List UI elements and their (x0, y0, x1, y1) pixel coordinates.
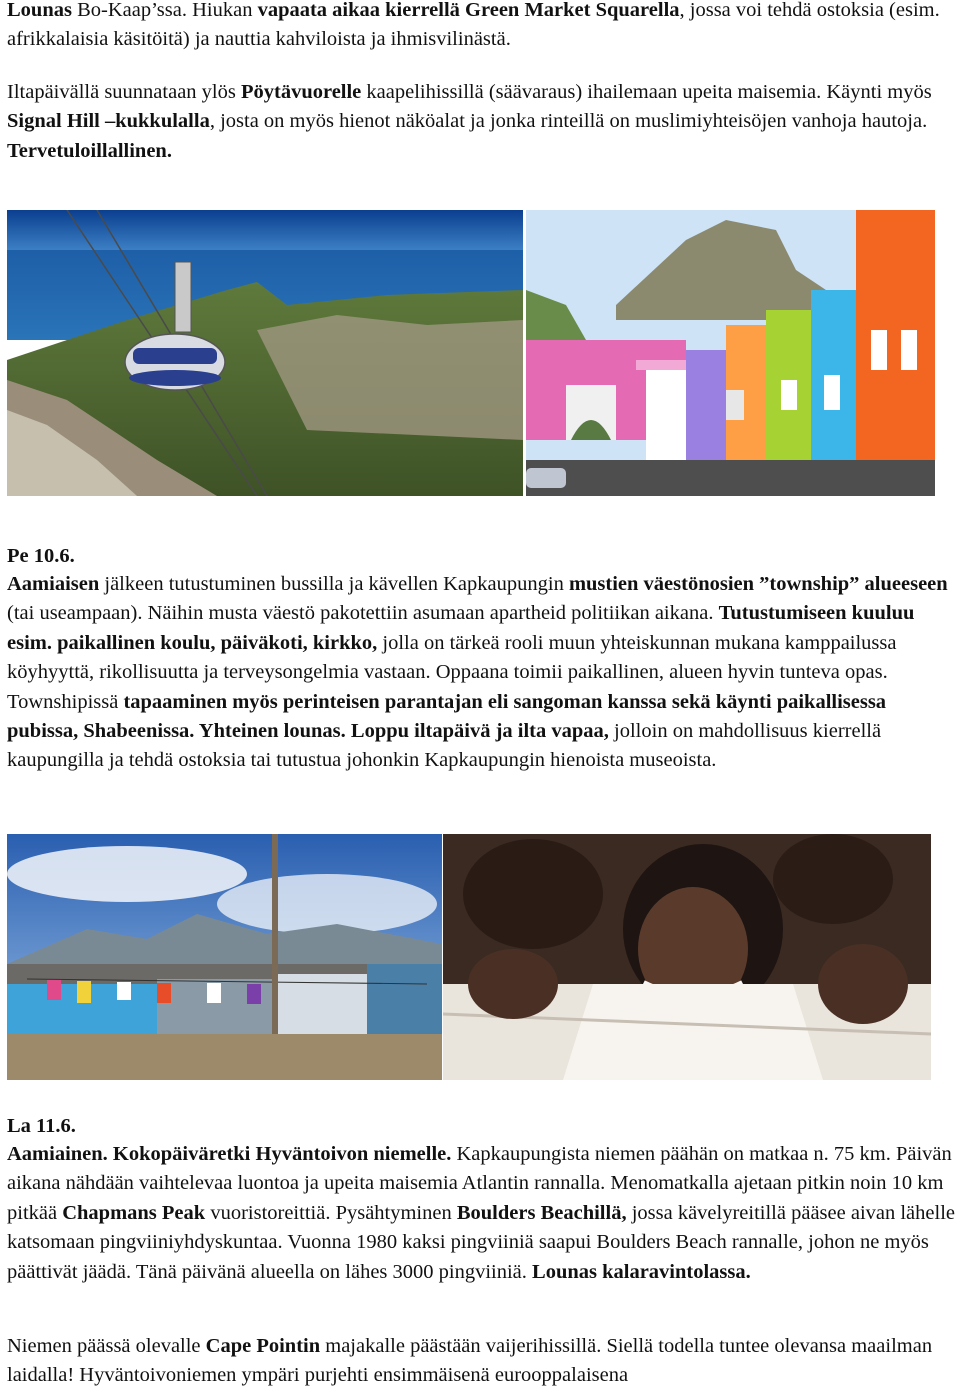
text-run: jolloin on mahdollisuus kierrellä kaupungilla ja tehdä ostoksia tai tutustua johonkin Kapkaupungin hienoista museoista. (7, 720, 882, 772)
text-run: jossa kävelyreitillä pääsee aivan lähelle katsomaan pingviiniyhdyskuntaa. Vuonna 1980 kaksi pingviiniä saapui Boulders Beach rannalle, johon ne myös päättivät jäädä. Tänä päivänä alueella on lähes 3000 pingviiniä. (7, 1201, 955, 1283)
saturday-paragraph (7, 1140, 957, 1287)
bold-text-run: mustien väestönosien ”township” alueeseen (568, 573, 948, 595)
bold-text-run: Tervetuloillallinen. (7, 139, 172, 162)
bold-text-run: Loppu iltapäivä ja ilta vapaa, (350, 720, 609, 743)
bold-text-run: tapaaminen myös perinteisen parantajan eli sangoman kanssa sekä käynti paikallisessa pubissa, Shabeenissa. Yhteinen lounas. (7, 690, 887, 743)
bold-text-run: Pöytävuorelle (240, 81, 362, 103)
bold-text-run: Aamiainen. Kokopäiväretki Hyväntoivon niemelle. (7, 1143, 452, 1165)
schoolchildren-photo (443, 834, 931, 1080)
text-run: (tai useampaan). Näihin musta väestö pakotettiin asumaan apartheid politiikan aikana. (7, 602, 719, 625)
bold-text-run: Aamiaisen (7, 573, 100, 595)
cable-car-photo (7, 210, 523, 496)
text-run: Kapkaupungista niemen päähän on matkaa n. 75 km. Päivän aikana nähdään vaihtelevaa luontoa ja upeita maisemia Atlantin rannalla. Menomatkalla ajetaan pitkin noin 10 km pitkää (7, 1143, 952, 1224)
intro-paragraph-2 (7, 78, 957, 166)
text-run: Niemen päässä olevalle (7, 1335, 206, 1357)
text-run: Iltapäivällä suunnataan ylös (7, 81, 241, 103)
text-run: majakalle päästään vaijerihissillä. Siellä todella tuntee olevansa maailman laidalla! Hyväntoivoniemen ympäri purjehti ensimmäisenä eurooppalaisena (7, 1335, 933, 1387)
friday-paragraph (7, 570, 957, 776)
text-run: vuoristoreittiä. Pysähtyminen (205, 1201, 457, 1224)
township-photo (7, 834, 442, 1080)
bold-text-run: Signal Hill –kukkulalla (7, 110, 210, 133)
bold-text-run: Lounas (7, 0, 72, 21)
intro-paragraph-1 (7, 0, 957, 55)
text-run: , josta on myös hienot näköalat ja jonka rinteillä on muslimiyhteisöjen vanhoja hautoja. (209, 110, 928, 133)
text-run: jälkeen tutustuminen bussilla ja kävellen Kapkaupungin (99, 573, 569, 595)
day-heading-saturday: La 11.6. (7, 1115, 76, 1137)
text-run: jolla on tärkeä rooli muun yhteiskunnan mukana kamppailussa köyhyyttä, rikollisuutta ja terveysongelmia vastaan. Oppaana toimii paikallinen, alueen hyvin tunteva opas. Townshipissä (7, 631, 897, 713)
bold-text-run: vapaata aikaa kierrellä Green Market Squarella (257, 0, 680, 21)
bold-text-run: Cape Pointin (205, 1335, 321, 1357)
text-run: , jossa voi tehdä ostoksia (esim. afrikkalaisia käsitöitä) ja nauttia kahviloista ja ihmisvilinästä. (7, 0, 940, 51)
bold-text-run: paikallinen koulu, päiväkoti, kirkko, (57, 631, 378, 654)
bold-text-run: Tutustumiseen kuuluu esim. (7, 602, 915, 654)
bold-text-run: Chapmans Peak (62, 1201, 206, 1224)
bold-text-run: Boulders Beachillä, (456, 1201, 627, 1224)
text-run: kaapelihissillä (säävaraus) ihailemaan upeita maisemia. Käynti myös (361, 81, 932, 103)
bold-text-run: Lounas kalaravintolassa. (532, 1260, 751, 1283)
text-run: Bo-Kaap’ssa. Hiukan (71, 0, 258, 21)
bo-kaap-photo (526, 210, 935, 496)
saturday-paragraph-2 (7, 1332, 957, 1391)
day-heading-friday: Pe 10.6. (7, 545, 75, 567)
